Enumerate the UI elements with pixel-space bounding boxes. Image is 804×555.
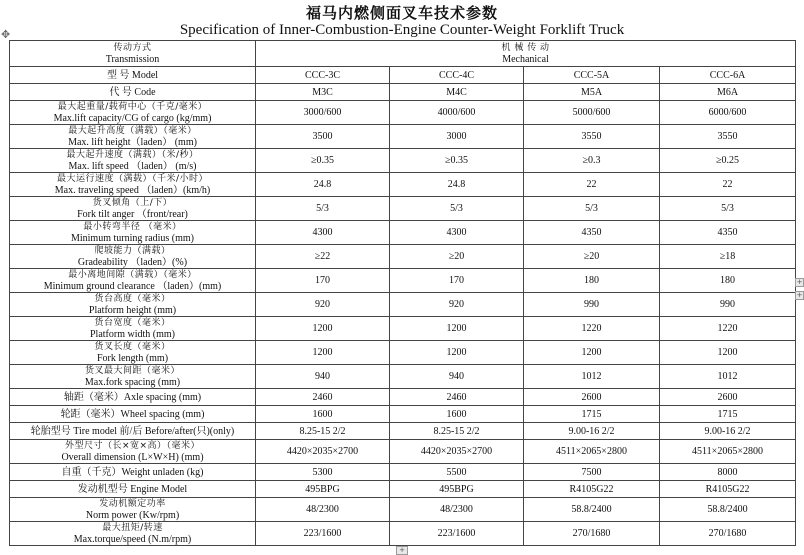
spec-value-cell: M6A <box>660 84 796 101</box>
spec-value-cell: ≥0.25 <box>660 149 796 173</box>
spec-label-cell <box>10 406 256 423</box>
spec-label-primary: 轴距（毫米）Axle spacing (mm) <box>63 391 202 403</box>
spec-label-cell <box>10 317 256 341</box>
spec-value-cell: 270/1680 <box>660 522 796 546</box>
spec-value-cell: 170 <box>256 269 390 293</box>
spec-value-cell: 990 <box>524 293 660 317</box>
spec-value-cell: 5300 <box>256 464 390 481</box>
transmission-label-cell <box>10 41 256 67</box>
spec-value-cell: 2600 <box>660 389 796 406</box>
spec-value-cell: 180 <box>524 269 660 293</box>
spec-label-secondary: Max.torque/speed (N.m/rpm) <box>73 533 192 545</box>
spec-value-cell: 223/1600 <box>390 522 524 546</box>
spec-label-cell <box>10 101 256 125</box>
spec-table <box>9 40 796 546</box>
spec-label-primary: 最大起重量/载荷中心（千克/毫米） <box>57 101 208 112</box>
spec-value-cell: 1012 <box>524 365 660 389</box>
spec-row <box>10 221 796 245</box>
spec-value-cell: 180 <box>660 269 796 293</box>
spec-label-cell <box>10 221 256 245</box>
spec-value-cell: 4350 <box>524 221 660 245</box>
spec-label-secondary: Minimum ground clearance （laden）(mm) <box>43 280 222 292</box>
spec-label-primary: 型 号 Model <box>106 69 159 81</box>
spec-label-secondary: Fork length (mm) <box>96 352 169 364</box>
page-title-cn: 福马内燃侧面叉车技术参数 <box>305 4 498 22</box>
table-move-handle-icon[interactable]: ✥ <box>1 28 11 41</box>
transmission-label-en: Transmission <box>105 53 160 65</box>
spec-value-cell: ≥22 <box>256 245 390 269</box>
spec-value-cell: 3550 <box>524 125 660 149</box>
spec-label-cell <box>10 389 256 406</box>
spec-value-cell: CCC-5A <box>524 67 660 84</box>
spec-value-cell: 1200 <box>390 341 524 365</box>
spec-row <box>10 481 796 498</box>
spec-value-cell: 5000/600 <box>524 101 660 125</box>
spec-label-primary: 货台高度（毫米） <box>94 293 171 304</box>
spec-row <box>10 423 796 440</box>
spec-label-cell <box>10 125 256 149</box>
spec-value-cell: 1200 <box>390 317 524 341</box>
spec-row <box>10 149 796 173</box>
spec-value-cell: 4511×2065×2800 <box>660 440 796 464</box>
spec-value-cell: 4000/600 <box>390 101 524 125</box>
spec-value-cell: 58.8/2400 <box>660 498 796 522</box>
spec-row <box>10 245 796 269</box>
spec-value-cell: 1600 <box>256 406 390 423</box>
spec-value-cell: 4420×2035×2700 <box>390 440 524 464</box>
spec-value-cell: 1220 <box>524 317 660 341</box>
spec-label-primary: 爬坡能力（满载） <box>94 245 171 256</box>
spec-label-primary: 最小离地间隙（满载）（毫米） <box>68 269 197 280</box>
spec-value-cell: 8000 <box>660 464 796 481</box>
spec-label-cell <box>10 269 256 293</box>
spec-label-secondary: Max. lift speed （laden） (m/s) <box>68 160 197 172</box>
spec-label-cell <box>10 245 256 269</box>
spec-value-cell: 495BPG <box>256 481 390 498</box>
spec-value-cell: 5/3 <box>256 197 390 221</box>
spec-row <box>10 498 796 522</box>
transmission-value-en: Mechanical <box>502 53 549 65</box>
spec-value-cell: 24.8 <box>390 173 524 197</box>
spec-value-cell: 4350 <box>660 221 796 245</box>
spec-row <box>10 269 796 293</box>
spec-label-primary: 发动机额定功率 <box>99 498 166 509</box>
add-row-handle-icon[interactable]: + <box>396 546 408 555</box>
spec-label-secondary: Norm power (Kw/rpm) <box>85 509 180 521</box>
spec-label-primary: 最大运行速度（满载）（千米/小时） <box>56 173 209 184</box>
spec-value-cell: 8.25-15 2/2 <box>256 423 390 440</box>
spec-row <box>10 293 796 317</box>
spec-value-cell: 24.8 <box>256 173 390 197</box>
spec-value-cell: 4300 <box>390 221 524 245</box>
spec-row <box>10 101 796 125</box>
spec-label-cell <box>10 341 256 365</box>
spec-value-cell: ≥20 <box>524 245 660 269</box>
spec-value-cell: CCC-4C <box>390 67 524 84</box>
spec-value-cell: 1715 <box>660 406 796 423</box>
spec-label-secondary: Max. lift height（laden） (mm) <box>68 136 197 148</box>
spec-label-primary: 自重（千克）Weight unladen (kg) <box>61 466 204 478</box>
spec-value-cell: 9.00-16 2/2 <box>524 423 660 440</box>
spec-value-cell: CCC-6A <box>660 67 796 84</box>
spec-value-cell: 9.00-16 2/2 <box>660 423 796 440</box>
spec-label-cell <box>10 481 256 498</box>
spec-value-cell: 4300 <box>256 221 390 245</box>
spec-value-cell: M5A <box>524 84 660 101</box>
spec-label-primary: 轮胎型号 Tire model 前/后 Before/after(只)(only) <box>30 425 235 437</box>
spec-value-cell: ≥18 <box>660 245 796 269</box>
spec-value-cell: ≥0.35 <box>256 149 390 173</box>
spec-label-primary: 最小转弯半径 （毫米） <box>83 221 182 232</box>
spec-value-cell: 2460 <box>256 389 390 406</box>
spec-label-primary: 最大起升速度（满载）（米/秒） <box>66 149 199 160</box>
spec-value-cell: 48/2300 <box>390 498 524 522</box>
spec-label-secondary: Overall dimension (L×W×H) (mm) <box>61 451 204 463</box>
spec-value-cell: 4511×2065×2800 <box>524 440 660 464</box>
spec-row <box>10 125 796 149</box>
spec-value-cell: 270/1680 <box>524 522 660 546</box>
spec-label-secondary: Max. traveling speed （laden）(km/h) <box>54 184 211 196</box>
page-title-en: Specification of Inner-Combustion-Engine Counter-Weight Forklift Truck <box>179 22 625 38</box>
spec-value-cell: 3000/600 <box>256 101 390 125</box>
spec-value-cell: 3000 <box>390 125 524 149</box>
spec-value-cell: 1715 <box>524 406 660 423</box>
spec-label-cell <box>10 293 256 317</box>
transmission-value-cell <box>256 41 796 67</box>
spec-value-cell: R4105G22 <box>524 481 660 498</box>
spec-table-body <box>10 41 796 546</box>
spec-value-cell: 495BPG <box>390 481 524 498</box>
spec-label-cell <box>10 67 256 84</box>
spec-row <box>10 173 796 197</box>
spec-value-cell: ≥0.3 <box>524 149 660 173</box>
spec-value-cell: 1200 <box>524 341 660 365</box>
spec-value-cell: 1200 <box>256 341 390 365</box>
spec-row <box>10 406 796 423</box>
spec-value-cell: 940 <box>390 365 524 389</box>
spec-label-secondary: Max.fork spacing (mm) <box>84 376 181 388</box>
spec-label-cell <box>10 173 256 197</box>
spec-label-secondary: Platform height (mm) <box>88 304 177 316</box>
spec-value-cell: ≥0.35 <box>390 149 524 173</box>
spec-value-cell: 3550 <box>660 125 796 149</box>
spec-label-secondary: Max.lift capacity/CG of cargo (kg/mm) <box>53 112 212 124</box>
spec-label-primary: 最大起升高度（满载）（毫米） <box>68 125 197 136</box>
spec-label-primary: 发动机型号 Engine Model <box>77 483 188 495</box>
spec-label-cell <box>10 149 256 173</box>
spec-label-cell <box>10 197 256 221</box>
spec-value-cell: 5/3 <box>390 197 524 221</box>
spec-value-cell: 1600 <box>390 406 524 423</box>
spec-label-primary: 货台宽度（毫米） <box>94 317 171 328</box>
spec-row <box>10 365 796 389</box>
resize-handle-icon[interactable]: + <box>796 278 803 286</box>
spec-value-cell: 1200 <box>660 341 796 365</box>
spec-value-cell: 8.25-15 2/2 <box>390 423 524 440</box>
spec-row <box>10 67 796 84</box>
spec-value-cell: 1012 <box>660 365 796 389</box>
spec-value-cell: 5500 <box>390 464 524 481</box>
spec-value-cell: 1220 <box>660 317 796 341</box>
spec-value-cell: 58.8/2400 <box>524 498 660 522</box>
spec-value-cell: 22 <box>524 173 660 197</box>
spec-label-cell <box>10 84 256 101</box>
spec-value-cell: 22 <box>660 173 796 197</box>
spec-value-cell: CCC-3C <box>256 67 390 84</box>
spec-label-secondary: Platform width (mm) <box>90 328 175 340</box>
spec-value-cell: 5/3 <box>660 197 796 221</box>
spec-row <box>10 464 796 481</box>
spec-label-primary: 货叉最大间距（毫米） <box>84 365 180 376</box>
spec-row <box>10 522 796 546</box>
spec-label-primary: 代 号 Code <box>109 86 156 98</box>
spec-value-cell: ≥20 <box>390 245 524 269</box>
resize-handle-icon[interactable]: + <box>796 291 803 299</box>
spec-label-cell <box>10 440 256 464</box>
spec-value-cell: R4105G22 <box>660 481 796 498</box>
spec-label-secondary: Fork tilt anger （front/rear) <box>77 208 188 220</box>
transmission-row <box>10 41 796 67</box>
spec-label-cell <box>10 522 256 546</box>
spec-label-primary: 货叉长度（毫米） <box>94 341 171 352</box>
spec-row <box>10 84 796 101</box>
spec-label-primary: 货叉倾角（上/下） <box>92 197 173 208</box>
spec-label-primary: 轮距（毫米）Wheel spacing (mm) <box>60 408 205 420</box>
spec-row <box>10 341 796 365</box>
spec-value-cell: 7500 <box>524 464 660 481</box>
spec-value-cell: 6000/600 <box>660 101 796 125</box>
spec-value-cell: 920 <box>256 293 390 317</box>
spec-value-cell: 2460 <box>390 389 524 406</box>
spec-label-secondary: Gradeability （laden）(%) <box>77 256 188 268</box>
spec-value-cell: 920 <box>390 293 524 317</box>
spec-row <box>10 197 796 221</box>
spec-label-cell <box>10 498 256 522</box>
spec-row <box>10 440 796 464</box>
spec-label-primary: 外型尺寸（长×宽×高）（毫米） <box>64 440 201 451</box>
spec-value-cell: 2600 <box>524 389 660 406</box>
spec-row <box>10 317 796 341</box>
transmission-value-cn: 机 械 传 动 <box>501 42 550 53</box>
spec-value-cell: 940 <box>256 365 390 389</box>
spec-row <box>10 389 796 406</box>
spec-label-primary: 最大扭矩/转速 <box>102 522 163 533</box>
spec-value-cell: 3500 <box>256 125 390 149</box>
spec-label-cell <box>10 423 256 440</box>
spec-label-cell <box>10 365 256 389</box>
spec-value-cell: 48/2300 <box>256 498 390 522</box>
spec-value-cell: 170 <box>390 269 524 293</box>
spec-value-cell: 990 <box>660 293 796 317</box>
spec-value-cell: 5/3 <box>524 197 660 221</box>
spec-value-cell: M4C <box>390 84 524 101</box>
transmission-label-cn: 传动方式 <box>113 42 152 53</box>
spec-label-secondary: Minimum turning radius (mm) <box>70 232 195 244</box>
spec-value-cell: M3C <box>256 84 390 101</box>
spec-value-cell: 223/1600 <box>256 522 390 546</box>
spec-value-cell: 4420×2035×2700 <box>256 440 390 464</box>
spec-value-cell: 1200 <box>256 317 390 341</box>
spec-label-cell <box>10 464 256 481</box>
